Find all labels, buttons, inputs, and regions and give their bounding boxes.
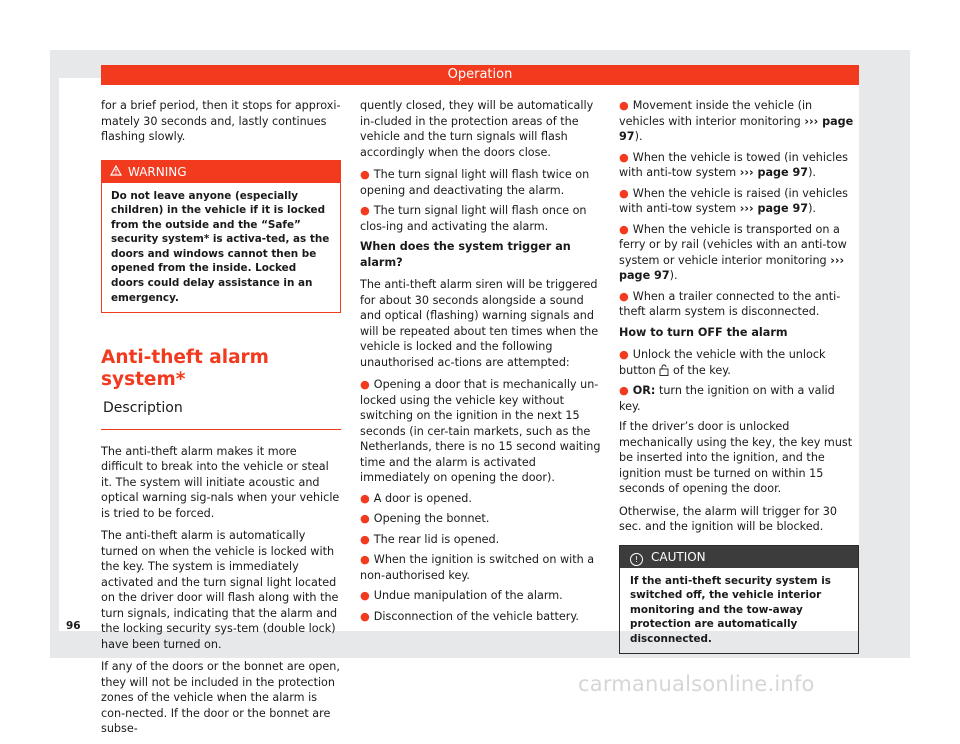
list-item: [619, 289, 859, 320]
list-item: [619, 383, 859, 414]
bullet-icon: ●: [360, 589, 370, 602]
description-para-3: If any of the doors or the bonnet are open, they will not be included in the protection zones of the vehicle when the alarm is con-nected. If the door or the bonnet are subse-: [101, 660, 340, 736]
page-number: 96: [66, 620, 81, 632]
list-item-text: When a trailer connected to the anti-theft alarm system is disconnected.: [619, 289, 841, 318]
info-circle-icon: !: [630, 553, 643, 566]
bullet-icon: ●: [360, 378, 370, 391]
bullet-icon: ●: [619, 222, 629, 236]
list-item-text: When the vehicle is transported on a ferry or by rail (vehicles with an anti-tow system or vehicle interior monitoring: [619, 222, 847, 267]
list-item-text: When the vehicle is towed (in vehicles with anti-tow system: [619, 150, 848, 179]
bullet-icon: ●: [619, 348, 629, 361]
sub-title: Description: [103, 400, 183, 417]
list-item: [360, 377, 601, 486]
punctuation: ).: [808, 166, 816, 179]
section-title: Anti-theft alarm system*: [101, 347, 269, 391]
list-item: [360, 532, 601, 548]
list-item-text: turn the ignition on with a valid key.: [619, 384, 835, 413]
intro-text: for a brief period, then it stops for approxi-mately 30 seconds and, lastly continues flashing slowly.: [101, 99, 341, 143]
page-reference-link[interactable]: ››› page 97: [619, 114, 854, 143]
list-item-text: Disconnection of the vehicle battery.: [373, 609, 579, 623]
punctuation: ).: [634, 130, 643, 143]
warning-text: Do not leave anyone (especially children) in the vehicle if it is locked from the outside and the “Safe” security system* is activa-ted, as the doors and windows cannot then be opened from the inside. Locked doors could delay assistance in an emergency.: [111, 189, 330, 304]
description-para-1: The anti-theft alarm makes it more difficult to break into the vehicle or steal it. The system will initiate acoustic and optical warning sig-nals when your vehicle is tried to be forced.: [101, 444, 340, 520]
continued-text: quently closed, they will be automatically in-cluded in the protection areas of the vehicle and the turn signals will flash accordingly when the doors close.: [360, 99, 594, 159]
list-item: [619, 186, 859, 217]
column-2: [360, 98, 601, 629]
caution-title: CAUTION: [651, 549, 706, 564]
list-item: [360, 167, 601, 198]
list-item-text: Opening a door that is mechanically un-locked using the vehicle key without switching on the ignition in the next 15 seconds (in cer-tain markets, such as the Netherlands, there is no 15 second waiting time and the alarm is activated immediately on opening the door).: [360, 378, 601, 484]
column-3: [619, 98, 859, 654]
bullet-icon: ●: [619, 186, 629, 200]
caution-header: [620, 546, 858, 568]
list-item-text: When the ignition is switched on with a non-authorised key.: [360, 553, 595, 582]
bullet-icon: ●: [619, 99, 629, 112]
bullet-icon: ●: [619, 384, 629, 397]
bullet-icon: ●: [619, 150, 629, 164]
list-item: [619, 98, 859, 145]
bullet-icon: ●: [360, 553, 370, 566]
list-item-text: Opening the bonnet.: [373, 512, 490, 525]
unlock-icon: [659, 364, 669, 376]
list-item-text: Movement inside the vehicle (in vehicles with interior monitoring: [619, 99, 813, 128]
list-item: [360, 552, 601, 583]
list-item-text: Undue manipulation of the alarm.: [373, 589, 563, 602]
warning-header: [102, 161, 340, 183]
bullet-icon: ●: [360, 204, 370, 217]
column-1: [101, 98, 341, 744]
divider: [101, 429, 341, 430]
list-item-text: Unlock the vehicle with the unlock button: [619, 348, 826, 377]
list-item-text: When the vehicle is raised (in vehicles with anti-tow system: [619, 186, 848, 215]
list-item-text: A door is opened.: [373, 491, 472, 505]
or-label: OR:: [632, 384, 656, 397]
bullet-icon: ●: [619, 289, 629, 303]
page-reference-link[interactable]: ››› page 97: [619, 253, 845, 282]
list-item: [619, 150, 859, 181]
watermark: carmanualsonline.info: [578, 672, 815, 696]
warning-triangle-icon: [110, 161, 122, 183]
list-item: [619, 347, 859, 378]
caution-box: [619, 545, 859, 655]
bullet-icon: ●: [360, 532, 370, 546]
list-item-text: The rear lid is opened.: [373, 532, 500, 546]
list-item-text: The turn signal light will flash once on clos-ing and activating the alarm.: [360, 204, 587, 233]
list-item: [360, 491, 601, 507]
punctuation: ).: [808, 202, 816, 215]
bullet-icon: ●: [360, 609, 370, 623]
list-item: [619, 222, 859, 284]
description-para-2: The anti-theft alarm is automatically turned on when the vehicle is locked with the key. The system is immediately activated and the turn signal light located on the driver door will flash along with the turn signals, indicating that the alarm and the locking security sys-tem (double lock) have been turned on.: [101, 529, 339, 651]
list-item-text: of the key.: [673, 363, 731, 377]
punctuation: ).: [669, 269, 678, 282]
list-item: [360, 203, 601, 234]
otherwise-text: Otherwise, the alarm will trigger for 30 sec. and the ignition will be blocked.: [619, 504, 837, 533]
subheading-trigger: When does the system trigger an alarm?: [360, 240, 571, 269]
bullet-icon: ●: [360, 512, 370, 525]
warning-title: WARNING: [128, 164, 187, 179]
bullet-icon: ●: [360, 491, 370, 505]
page-reference-link[interactable]: ››› page 97: [739, 166, 809, 179]
section-header: Operation: [101, 65, 859, 85]
caution-text: If the anti-theft security system is switched off, the vehicle interior monitoring and the tow-away protection are automatically disconnected.: [630, 574, 831, 645]
list-item: [360, 609, 601, 625]
mechanical-unlock-text: If the driver’s door is unlocked mechanically using the key, the key must be inserted into the ignition, and the ignition must be turned on within 15 seconds of opening the door.: [619, 420, 853, 495]
page-reference-link[interactable]: ››› page 97: [739, 202, 809, 215]
trigger-text: The anti-theft alarm siren will be triggered for about 30 seconds alongside a sound and optical (flashing) warning signals and will be repeated about ten times when the vehicle is locked and the following unauthorised ac-tions are attempted:: [360, 278, 599, 369]
list-item: [360, 588, 601, 604]
bullet-icon: ●: [360, 168, 370, 181]
subheading-turn-off: How to turn OFF the alarm: [619, 325, 788, 339]
warning-box: [101, 160, 341, 314]
list-item: [360, 511, 601, 527]
list-item-text: The turn signal light will flash twice on opening and deactivating the alarm.: [360, 168, 590, 197]
